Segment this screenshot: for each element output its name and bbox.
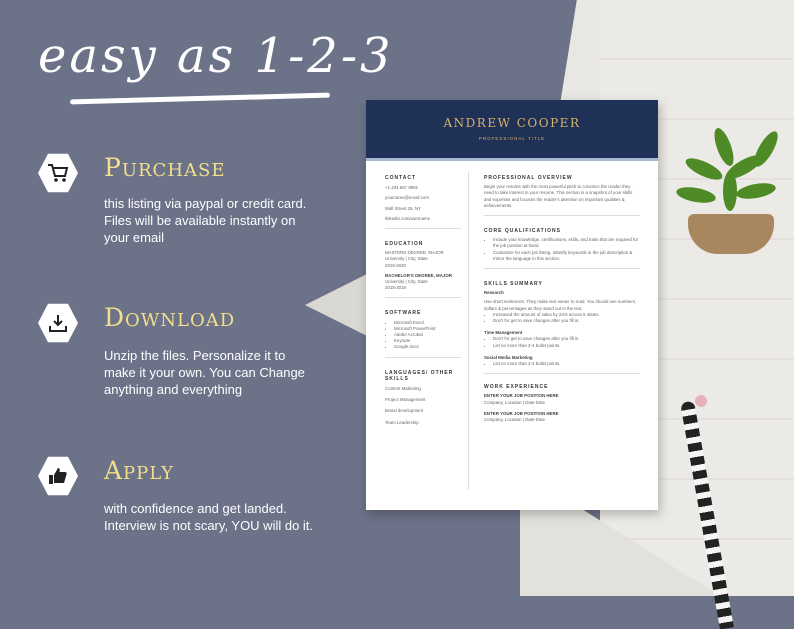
list-item: Brand development <box>385 408 424 414</box>
resume-name: ANDREW COOPER <box>443 116 581 130</box>
list-item: • Include your knowledge, certifications, skills, and traits that are required for the job position at hand. <box>493 237 640 249</box>
step-title: Apply <box>104 456 174 485</box>
list-item: • Don't for get to save changes after you fill in. <box>493 318 640 324</box>
section-heading: WORK EXPERIENCE <box>484 384 549 391</box>
section-heading: LANGUAGES/ OTHER SKILLS <box>385 369 454 382</box>
list-item: • Google docs <box>394 344 461 350</box>
step-title: Download <box>104 303 236 332</box>
resume-title: PROFESSIONAL TITLE <box>478 136 546 141</box>
job-position: ENTER YOUR JOB POSITION HERE <box>484 410 559 416</box>
skill-text: Use short sentences. They make text easier to read. You should use numbers, dollars & percentages as they stand out in the text. <box>484 299 637 311</box>
resume-header <box>366 100 658 161</box>
core-list <box>484 237 640 262</box>
step-title: Purchase <box>104 153 226 182</box>
resume-preview <box>366 100 658 510</box>
years: 2019-2020 <box>385 262 406 268</box>
list-item: Content Marketing <box>385 386 421 392</box>
list-item: • List no more than 2-4 bullet points. <box>493 343 640 349</box>
list-item: • Keynote <box>394 338 461 344</box>
section-heading: CORE QUALIFICATIONS <box>484 228 561 235</box>
contact-item: linkedin.com/username <box>385 215 431 221</box>
job-company: Company, Location | Date-Date <box>484 399 546 405</box>
column-divider <box>468 172 469 490</box>
section-heading: CONTACT <box>385 175 417 181</box>
job-company: Company, Location | Date-Date <box>484 417 546 423</box>
resume-left-column <box>385 172 461 426</box>
list-item: • Customize for each job listing. Identify keywords in the job description & mirror the language in this section. <box>493 250 640 262</box>
contact-item: yourname@email.com <box>385 195 429 201</box>
time-list <box>484 336 640 348</box>
potted-plant <box>676 122 794 262</box>
job-position: ENTER YOUR JOB POSITION HERE <box>484 393 559 399</box>
school: University | City, State <box>385 256 428 262</box>
contact-item: +1 234 567 8901 <box>385 185 419 191</box>
list-item: • Microsoft Excel <box>394 320 461 326</box>
social-list <box>484 361 640 367</box>
list-item: Project Management <box>385 397 426 403</box>
list-item: • Adobe Acrobat <box>394 332 461 338</box>
section-heading: EDUCATION <box>385 241 424 248</box>
list-item: • Don't for get to save changes after you fill in. <box>493 336 640 342</box>
skill-label: Time Management <box>484 330 523 336</box>
section-heading: PROFESSIONAL OVERVIEW <box>484 175 573 181</box>
degree: MASTERS DEGREE, MAJOR <box>385 250 444 256</box>
research-list <box>484 312 640 324</box>
contact-item: Wall Street 25, NY <box>385 205 421 211</box>
list-item: • Increased the amount of sales by 24% across 6 states. <box>493 312 640 318</box>
step-body: this listing via paypal or credit card. Files will be available instantly on your email <box>104 196 307 245</box>
overview-text: Begin your resume with the most powerful pitch to convince the reader they need to take interest in your resume. This section is a snapshot of your skills and expertise and focuses the reader's attention on important qualities & achievements. <box>484 184 633 208</box>
list-item: Team Leadership <box>385 419 419 425</box>
step-body: Unzip the files. Personalize it to make it your own. You can Change anything and everything <box>104 348 305 397</box>
software-list <box>385 320 461 351</box>
resume-right-column <box>484 172 640 423</box>
years: 2015-2018 <box>385 285 406 291</box>
school: University | City, State <box>385 279 428 285</box>
section-heading: SOFTWARE <box>385 310 422 317</box>
skill-label: Social Media Marketing <box>484 354 533 360</box>
list-item: • Microsoft PowerPoint <box>394 326 461 332</box>
degree: BACHELOR'S DEGREE, MAJOR <box>385 272 452 278</box>
list-item: • List no more than 2-4 bullet points. <box>493 361 640 367</box>
skill-label: Research <box>484 290 504 296</box>
headline: easy as 1-2-3 <box>38 28 394 84</box>
section-heading: SKILLS SUMMARY <box>484 281 543 288</box>
step-body: with confidence and get landed. Interview is not scary, YOU will do it. <box>104 501 314 533</box>
